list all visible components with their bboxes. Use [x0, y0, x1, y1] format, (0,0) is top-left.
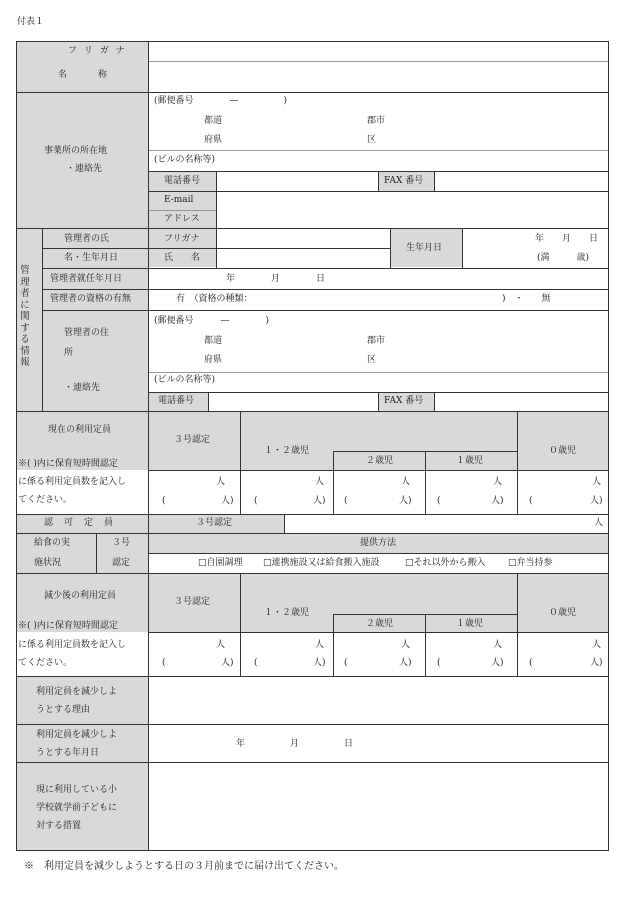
measures-label: 現に利用している小: [36, 785, 118, 795]
reduced-capacity-note-2: に係る利用定員数を記入し: [18, 640, 127, 650]
reduced-age2-short[interactable]: 人): [399, 658, 412, 668]
meals-type3-label-2: 認定: [112, 558, 131, 568]
furigana-label: フ リ ガ ナ: [68, 46, 127, 56]
reduced-capacity-note: ※( )内に保育短時間認定: [18, 621, 118, 631]
manager-tenure-label: 管理者就任年月日: [50, 274, 123, 284]
manager-section-label: 管理者に関する情報: [20, 265, 30, 368]
reduced-type3-short[interactable]: 人): [221, 658, 234, 668]
reduced-age0-short[interactable]: 人): [590, 658, 603, 668]
current-type3-short[interactable]: 人): [221, 496, 234, 506]
current-capacity-label: 現在の利用定員: [48, 425, 112, 435]
reduced-type3-short-open: (: [162, 658, 166, 668]
todo-text: 都道: [204, 116, 223, 126]
ninka-capacity-label: 認 可 定 員: [44, 518, 115, 528]
manager-shimei-label: 氏 名: [164, 253, 201, 263]
current-age12-short-open: (: [254, 496, 258, 506]
reduced-age1-count[interactable]: 人: [493, 640, 503, 650]
current-age2-count[interactable]: 人: [401, 477, 411, 487]
meals-label: 給食の実: [34, 538, 71, 548]
reduced-age0-header: ０歳児: [549, 608, 577, 618]
manager-tenure-date[interactable]: 年 月 日: [226, 274, 326, 284]
current-age2-short-open: (: [344, 496, 348, 506]
current-age2-short[interactable]: 人): [399, 496, 412, 506]
current-capacity-note: ※( )内に保育短時間認定: [18, 459, 118, 469]
meals-option-partner[interactable]: □連携施設又は給食搬入施設: [263, 558, 380, 568]
meals-option-other[interactable]: □それ以外から搬入: [405, 558, 486, 568]
meals-option-bento[interactable]: □弁当持参: [508, 558, 553, 568]
office-email-field[interactable]: [218, 193, 606, 226]
manager-fax-label: FAX 番号: [384, 396, 424, 406]
fuken-text: 府県: [204, 135, 223, 145]
reduced-age2-short-open: (: [344, 658, 348, 668]
reduced-age12-header: １・２歳児: [264, 608, 310, 618]
meals-method-header: 提供方法: [360, 538, 397, 548]
reduced-age2-header: ２歳児: [366, 619, 394, 629]
todo-text-2: 都道: [204, 336, 223, 346]
reduced-age12-short[interactable]: 人): [313, 658, 326, 668]
reduced-type3-count[interactable]: 人: [216, 640, 226, 650]
office-postal-code[interactable]: (郵便番号 — ): [154, 96, 288, 106]
email-label-2: アドレス: [164, 214, 200, 224]
manager-birthdate-field[interactable]: 年 月 日: [535, 234, 599, 244]
manager-birth-label: 名・生年月日: [64, 253, 119, 263]
gunshi-text: 郡市: [367, 116, 386, 126]
manager-qual-no[interactable]: ) ・ 無: [502, 294, 551, 304]
manager-birthdate-label: 生年月日: [406, 243, 443, 253]
current-capacity-note-2: に係る利用定員数を記入し: [18, 477, 127, 487]
manager-age-field[interactable]: (満 歳): [537, 253, 590, 263]
manager-building-name[interactable]: (ビルの名称等): [154, 375, 216, 385]
reduced-age12-count[interactable]: 人: [315, 640, 325, 650]
reduce-date-field[interactable]: 年 月 日: [236, 739, 354, 749]
meals-type3-label: ３号: [112, 538, 131, 548]
current-type3-count[interactable]: 人: [216, 477, 226, 487]
reduce-reason-label-2: うとする理由: [36, 705, 91, 715]
reduced-capacity-label: 減少後の利用定員: [44, 591, 117, 601]
current-age12-header: １・２歳児: [264, 446, 310, 456]
reduced-age2-count[interactable]: 人: [401, 640, 411, 650]
ninka-type3-label: ３号認定: [196, 518, 233, 528]
office-phone-label: 電話番号: [164, 176, 201, 186]
form-number: 付表１: [17, 17, 45, 27]
manager-address-label-2: 所: [64, 348, 74, 358]
reduced-capacity-note-3: てください。: [18, 658, 73, 668]
manager-contact-label: ・連絡先: [64, 383, 101, 393]
current-age1-count[interactable]: 人: [493, 477, 503, 487]
manager-phone-field[interactable]: [210, 394, 376, 409]
gunshi-text-2: 郡市: [367, 336, 386, 346]
manager-furigana-label: フリガナ: [164, 234, 200, 244]
manager-qual-label: 管理者の資格の有無: [50, 294, 132, 304]
office-fax-label: FAX 番号: [384, 176, 424, 186]
manager-fax-field[interactable]: [436, 394, 606, 409]
office-address-label: 事業所の所在地: [44, 146, 108, 156]
manager-name-label: 管理者の氏: [64, 234, 110, 244]
current-age2-header: ２歳児: [366, 456, 394, 466]
reduce-reason-field[interactable]: [150, 678, 606, 722]
reduced-age12-short-open: (: [254, 658, 258, 668]
reduce-date-label: 利用定員を減少しよ: [36, 730, 118, 740]
manager-name-field[interactable]: [218, 250, 388, 266]
office-fax-field[interactable]: [436, 173, 606, 189]
current-age1-header: １歳児: [456, 456, 484, 466]
current-age12-short[interactable]: 人): [313, 496, 326, 506]
ku-text: 区: [367, 135, 377, 145]
current-age0-count[interactable]: 人: [592, 477, 602, 487]
current-type3-header: ３号認定: [174, 435, 211, 445]
meals-option-self[interactable]: □自園調理: [198, 558, 243, 568]
current-type3-short-open: (: [162, 496, 166, 506]
office-phone-field[interactable]: [218, 173, 376, 189]
ninka-count[interactable]: 人: [594, 518, 604, 528]
current-age0-short-open: (: [529, 496, 533, 506]
reduce-reason-label: 利用定員を減少しよ: [36, 687, 118, 697]
manager-phone-label: 電話番号: [158, 396, 195, 406]
measures-label-2: 学校就学前子どもに: [36, 803, 118, 813]
reduced-age1-header: １歳児: [456, 619, 484, 629]
fuken-text-2: 府県: [204, 355, 223, 365]
manager-furigana-field[interactable]: [218, 230, 388, 246]
reduce-date-label-2: うとする年月日: [36, 748, 100, 758]
current-age0-header: ０歳児: [549, 446, 577, 456]
footnote: ※ 利用定員を減少しようとする日の３月前までに届け出てください。: [24, 861, 344, 872]
current-age1-short[interactable]: 人): [491, 496, 504, 506]
current-age12-count[interactable]: 人: [315, 477, 325, 487]
current-capacity-note-3: てください。: [18, 495, 73, 505]
reduced-age0-short-open: (: [529, 658, 533, 668]
meals-label-2: 施状況: [34, 558, 62, 568]
measures-label-3: 対する措置: [36, 821, 82, 831]
current-age0-short[interactable]: 人): [590, 496, 603, 506]
office-contact-label: ・連絡先: [66, 164, 103, 174]
current-age1-short-open: (: [437, 496, 441, 506]
ku-text-2: 区: [367, 355, 377, 365]
reduced-age1-short[interactable]: 人): [491, 658, 504, 668]
reduced-type3-header: ３号認定: [174, 597, 211, 607]
office-building-name[interactable]: (ビルの名称等): [154, 155, 216, 165]
manager-postal-code[interactable]: (郵便番号 — ): [154, 316, 270, 326]
office-furigana-field[interactable]: [150, 43, 606, 60]
email-label: E-mail: [164, 195, 194, 205]
reduced-age0-count[interactable]: 人: [592, 640, 602, 650]
office-name-field[interactable]: [150, 63, 606, 91]
manager-qual-yes[interactable]: 有 （資格の種類：: [176, 294, 253, 304]
reduced-age1-short-open: (: [437, 658, 441, 668]
manager-address-label: 管理者の住: [64, 328, 110, 338]
measures-field[interactable]: [150, 764, 606, 848]
office-name-label: 名 称: [58, 70, 109, 80]
